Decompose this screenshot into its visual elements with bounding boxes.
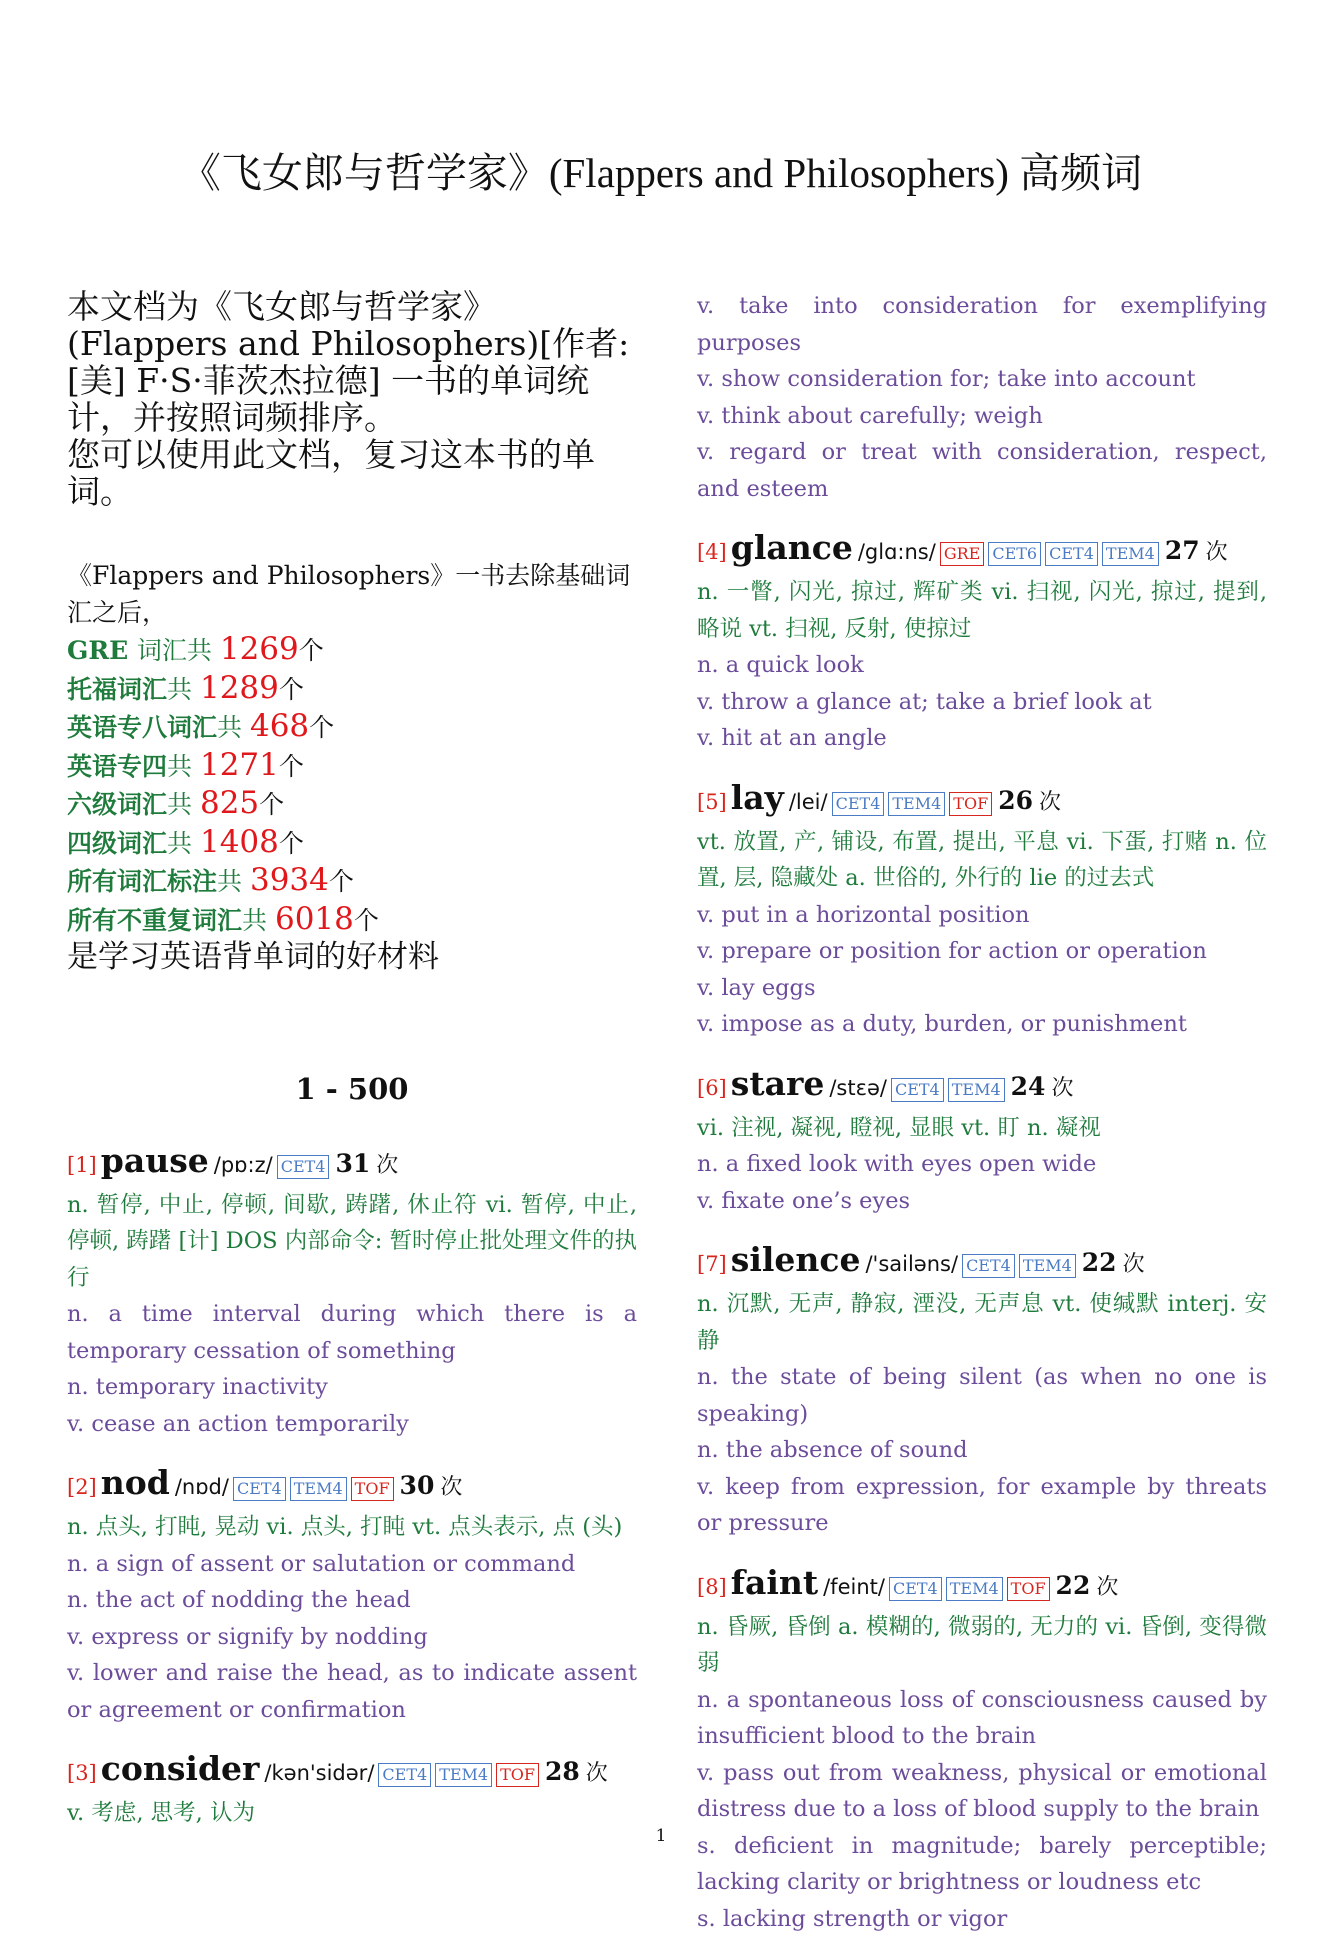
english-definition: v. throw a glance at; take a brief look at (697, 688, 1152, 715)
stat-tail: 共 (167, 674, 200, 704)
left-column (67, 288, 637, 1852)
entry-head (67, 1748, 637, 1795)
word-entry (697, 1239, 1267, 1542)
entry-index: [6] (697, 1075, 727, 1100)
stat-count: 825 (199, 785, 260, 821)
stats-block (67, 558, 637, 976)
chinese-definition: vt. 放置, 产, 铺设, 布置, 提出, 平息 vi. 下蛋, 打赌 n. 位置, 层, 隐藏处 a. 世俗的, 外行的 lie 的过去式 (697, 828, 1267, 891)
stat-unit: 个 (328, 867, 354, 896)
level-tag: CET4 (378, 1763, 431, 1787)
headword: pause (100, 1140, 209, 1180)
entry-index: [1] (67, 1152, 97, 1177)
frequency-count: 26 (998, 785, 1033, 815)
frequency-unit: 次 (1051, 1075, 1074, 1101)
intro-line-1: 本文档为《飞女郎与哲学家》(Flappers and Philosophers)[作者: [美] F·S·菲茨杰拉德] 一书的单词统计，并按照词频排序。 (67, 287, 630, 437)
level-tag: CET4 (1045, 542, 1098, 566)
entry-head (67, 1140, 637, 1187)
english-definition: n. the absence of sound (697, 1437, 968, 1463)
stat-count: 1271 (199, 746, 279, 783)
entry-head (697, 1239, 1267, 1286)
stat-unit: 个 (278, 828, 304, 858)
chinese-definition: v. 考虑, 思考, 认为 (67, 1800, 255, 1826)
english-definition: s. deficient in magnitude; barely perceptible; lacking clarity or brightness or loudness etc (697, 1832, 1267, 1895)
phonetic: /kən'sidər/ (264, 1761, 375, 1785)
entry-head (67, 1462, 637, 1509)
frequency-unit: 次 (585, 1761, 608, 1786)
stat-tail: 共 (167, 790, 200, 819)
phonetic: /nɒd/ (174, 1475, 229, 1499)
entry-head (697, 1562, 1267, 1609)
english-definition: s. lacking strength or vigor (697, 1905, 1008, 1932)
english-definition: n. a fixed look with eyes open wide (697, 1151, 1097, 1177)
headword: stare (730, 1063, 825, 1103)
level-tag: TOF (1007, 1577, 1050, 1601)
stat-unit: 个 (259, 790, 285, 819)
english-definition: n. a spontaneous loss of consciousness caused by insufficient blood to the brain (697, 1686, 1267, 1749)
right-entry-list (697, 527, 1267, 1937)
english-definition: v. impose as a duty, burden, or punishment (697, 1011, 1187, 1037)
stat-row (67, 824, 637, 863)
chinese-definition: n. 暂停, 中止, 停顿, 间歇, 踌躇, 休止符 vi. 暂停, 中止, 停顿, 踌躇 [计] DOS 内部命令: 暂时停止批处理文件的执行 (67, 1191, 637, 1291)
stat-label: 英语专八词汇 (67, 713, 218, 742)
headword: glance (730, 528, 853, 567)
word-entry (697, 1562, 1267, 1938)
phonetic: /'sailəns/ (865, 1252, 959, 1276)
level-tag: TEM4 (1019, 1254, 1076, 1278)
english-definition: n. temporary inactivity (67, 1374, 328, 1400)
right-column (697, 288, 1267, 1957)
level-tag: TEM4 (946, 1577, 1003, 1601)
word-entry (67, 1748, 637, 1832)
stat-row (67, 862, 637, 901)
headword: consider (100, 1749, 260, 1788)
english-definition: v. lower and raise the head, as to indicate assent or agreement or confirmation (67, 1660, 637, 1723)
level-tag: TEM4 (888, 792, 945, 816)
frequency-unit: 次 (440, 1475, 463, 1500)
level-tag: CET4 (832, 792, 885, 816)
english-definition: v. lay eggs (697, 974, 816, 1001)
stat-row (67, 631, 637, 670)
entry-index: [7] (697, 1252, 727, 1276)
english-definition: v. regard or treat with consideration, respect, and esteem (697, 439, 1267, 502)
word-entry (697, 1063, 1267, 1220)
english-definition: v. prepare or position for action or operation (697, 938, 1207, 964)
frequency-unit: 次 (376, 1152, 399, 1178)
stat-rows (67, 631, 637, 939)
word-entry (67, 1140, 637, 1443)
english-definition: v. cease an action temporarily (67, 1410, 409, 1437)
english-definition: n. the act of nodding the head (67, 1587, 411, 1613)
english-definition: v. pass out from weakness, physical or emotional distress due to a loss of blood supply to the brain (697, 1759, 1267, 1822)
headword: faint (730, 1562, 819, 1602)
stat-tail: 共 (242, 905, 275, 935)
entry-index: [5] (697, 789, 727, 814)
stat-unit: 个 (278, 751, 304, 781)
frequency-count: 27 (1164, 536, 1200, 565)
frequency-count: 24 (1010, 1071, 1046, 1101)
range-heading: 1 - 500 (295, 1071, 409, 1106)
stat-tail: 共 (167, 828, 200, 858)
stat-unit: 个 (353, 905, 379, 935)
level-tag: TOF (949, 792, 992, 816)
stat-count: 6018 (274, 900, 354, 937)
english-definition: v. hit at an angle (697, 725, 887, 751)
continued-definitions (697, 288, 1267, 507)
word-entry (697, 777, 1267, 1043)
level-tag: TOF (351, 1477, 394, 1501)
frequency-unit: 次 (1038, 789, 1061, 815)
stat-row (67, 785, 637, 824)
phonetic: /feint/ (823, 1574, 885, 1599)
entry-index: [4] (697, 540, 727, 564)
headword: lay (730, 777, 784, 817)
english-definition: n. a sign of assent or salutation or command (67, 1550, 576, 1577)
english-definition: v. keep from expression, for example by threats or pressure (697, 1473, 1267, 1536)
stat-label: 英语专四 (67, 751, 168, 781)
english-definition: v. think about carefully; weigh (697, 402, 1043, 429)
level-tag: GRE (940, 542, 985, 566)
phonetic: /lei/ (788, 789, 828, 814)
level-tag: CET4 (962, 1254, 1015, 1278)
entry-index: [2] (67, 1475, 97, 1499)
intro-line-2: 您可以使用此文档，复习这本书的单词。 (67, 435, 595, 511)
stat-label: GRE (67, 636, 137, 665)
english-definition: n. a quick look (697, 652, 864, 678)
level-tag: TEM4 (948, 1078, 1005, 1102)
phonetic: /stɛə/ (829, 1075, 887, 1100)
stat-unit: 个 (309, 713, 335, 742)
english-definition: n. a time interval during which there is a temporary cessation of something (67, 1301, 637, 1364)
level-tag: CET6 (988, 542, 1041, 566)
level-tag: TEM4 (435, 1763, 492, 1787)
stat-label: 六级词汇 (67, 790, 168, 819)
stat-label: 所有词汇标注 (67, 867, 218, 896)
level-tag: CET4 (277, 1155, 330, 1179)
level-tag: CET4 (891, 1078, 944, 1102)
entry-head (697, 527, 1267, 574)
stat-unit: 个 (278, 674, 304, 704)
phonetic: /glɑ:ns/ (857, 540, 936, 564)
entry-head (697, 1063, 1267, 1110)
left-entry-list (67, 1140, 637, 1832)
stat-tail: 词汇共 (136, 636, 220, 665)
stat-row (67, 901, 637, 940)
chinese-definition: n. 一瞥, 闪光, 掠过, 辉矿类 vi. 扫视, 闪光, 掠过, 提到, 略说 vt. 扫视, 反射, 使掠过 (697, 579, 1267, 642)
chinese-definition: vi. 注视, 凝视, 瞪视, 显眼 vt. 盯 n. 凝视 (697, 1114, 1101, 1141)
frequency-unit: 次 (1122, 1252, 1145, 1277)
stat-count: 1269 (219, 631, 299, 667)
stats-closing: 是学习英语背单词的好材料 (67, 939, 439, 975)
stat-row (67, 708, 637, 747)
english-definition: v. put in a horizontal position (697, 901, 1030, 928)
english-definition: n. the state of being silent (as when no one is speaking) (697, 1364, 1267, 1427)
word-entry (697, 527, 1267, 757)
english-definition: v. express or signify by nodding (67, 1623, 428, 1650)
frequency-count: 30 (399, 1471, 435, 1500)
frequency-count: 31 (335, 1148, 371, 1178)
level-tag: TEM4 (290, 1477, 347, 1501)
level-tag: TEM4 (1102, 542, 1159, 566)
frequency-unit: 次 (1205, 540, 1228, 565)
headword: nod (100, 1463, 170, 1502)
level-tag: CET4 (889, 1577, 942, 1601)
chinese-definition: n. 昏厥, 昏倒 a. 模糊的, 微弱的, 无力的 vi. 昏倒, 变得微弱 (697, 1613, 1267, 1676)
stat-count: 1408 (199, 823, 279, 860)
english-definition: v. fixate one’s eyes (697, 1187, 911, 1214)
chinese-definition: n. 沉默, 无声, 静寂, 湮没, 无声息 vt. 使缄默 interj. 安静 (697, 1291, 1267, 1354)
stat-unit: 个 (298, 636, 324, 665)
entry-index: [8] (697, 1574, 727, 1599)
entry-index: [3] (67, 1761, 97, 1785)
frequency-count: 28 (545, 1757, 580, 1786)
frequency-count: 22 (1081, 1248, 1117, 1277)
word-entry (67, 1462, 637, 1728)
level-tag: CET4 (233, 1477, 286, 1501)
phonetic: /pɒ:z/ (213, 1152, 273, 1177)
page-title: 《飞女郎与哲学家》(Flappers and Philosophers) 高频词 (179, 150, 1143, 196)
stat-label: 所有不重复词汇 (67, 905, 243, 935)
stat-row (67, 670, 637, 709)
chinese-definition: n. 点头, 打盹, 晃动 vi. 点头, 打盹 vt. 点头表示, 点 (头) (67, 1514, 623, 1540)
intro-text (67, 288, 637, 510)
english-definition: v. take into consideration for exemplifying purposes (697, 293, 1267, 356)
stat-label: 四级词汇 (67, 828, 168, 858)
frequency-unit: 次 (1096, 1574, 1119, 1600)
frequency-count: 22 (1055, 1570, 1091, 1600)
stat-tail: 共 (217, 713, 250, 742)
entry-head (697, 777, 1267, 824)
stat-label: 托福词汇 (67, 674, 168, 704)
page-number: 1 (655, 1826, 667, 1846)
stat-count: 468 (249, 708, 310, 744)
stat-count: 1289 (199, 669, 279, 706)
stat-tail: 共 (167, 751, 200, 781)
level-tag: TOF (496, 1763, 539, 1787)
headword: silence (730, 1240, 861, 1279)
stats-lead: 《Flappers and Philosophers》一书去除基础词汇之后， (67, 561, 631, 627)
stat-tail: 共 (217, 867, 250, 896)
stat-row (67, 747, 637, 786)
stat-count: 3934 (249, 862, 329, 898)
english-definition: v. show consideration for; take into account (697, 366, 1196, 392)
